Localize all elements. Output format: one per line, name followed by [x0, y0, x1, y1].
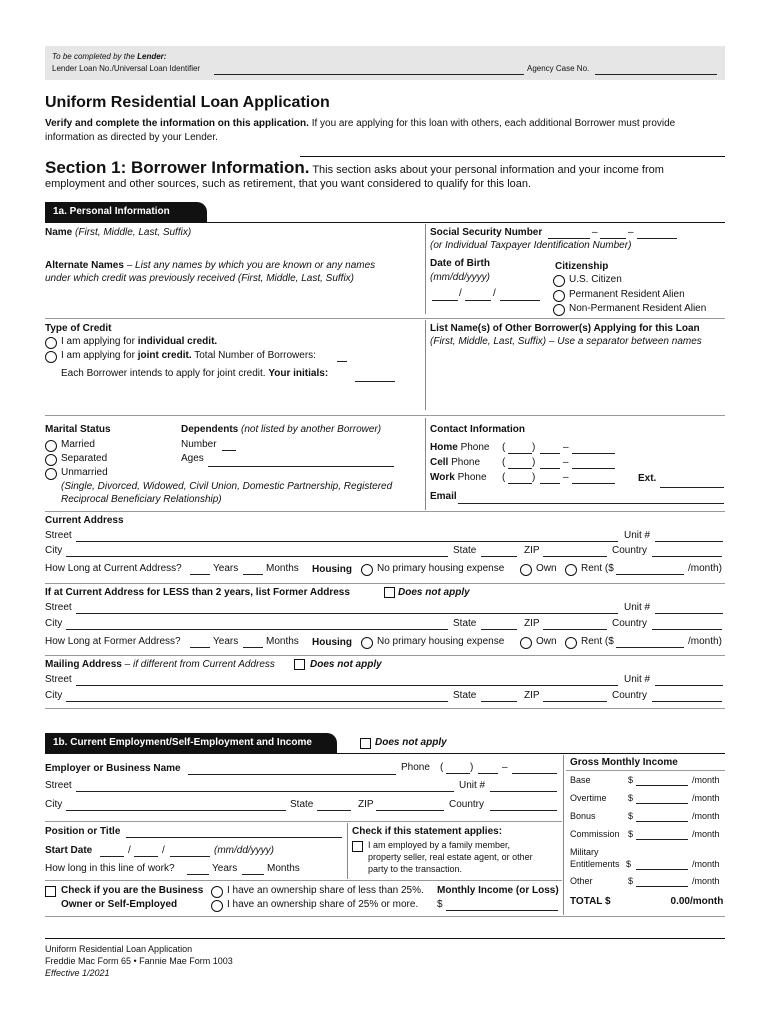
current-street-field[interactable] [76, 541, 618, 542]
income-row-suffix: /month [692, 775, 720, 785]
current-rent-radio[interactable] [565, 564, 577, 576]
income-row-field[interactable] [636, 785, 688, 786]
current-years-field[interactable] [190, 574, 210, 575]
current-country-field[interactable] [652, 556, 722, 557]
dependents-hint: (not listed by another Borrower) [238, 424, 382, 435]
section1b-rule [45, 753, 725, 754]
employer-street-field[interactable] [76, 791, 454, 792]
number-of-borrowers-field[interactable] [337, 361, 347, 362]
former-does-not-apply-label: Does not apply [398, 587, 470, 598]
current-rent-label: Rent ($ [581, 563, 614, 574]
section1-top-rule [300, 156, 725, 157]
former-years-label: Years [213, 636, 239, 647]
former-months-label: Months [266, 636, 299, 647]
section1a-row-sep5 [45, 655, 725, 656]
former-country-label: Country [612, 618, 648, 629]
income-row-label-2: Entitlements [570, 859, 620, 869]
ssn-label: Social Security Number [430, 227, 543, 238]
section1a-row-sep4 [45, 583, 725, 584]
citizenship-us-label: U.S. Citizen [569, 274, 622, 285]
monthly-income-loss-label: Monthly Income (or Loss) [437, 885, 559, 896]
mailing-street-field[interactable] [76, 685, 618, 686]
work-area-field[interactable] [508, 483, 532, 484]
former-own-label: Own [536, 636, 557, 647]
page-title: Uniform Residential Loan Application [45, 94, 330, 111]
former-street-label: Street [45, 602, 72, 613]
section1a-row-sep2 [45, 415, 725, 416]
ext-field[interactable] [660, 487, 724, 488]
lender-loan-id-label: Lender Loan No./Universal Loan Identifier [52, 64, 201, 73]
marital-status-label: Marital Status [45, 424, 111, 435]
employer-dash: – [502, 762, 508, 773]
current-address-label: Current Address [45, 515, 124, 526]
former-unit-label: Unit # [624, 602, 651, 613]
mailing-zip-label: ZIP [524, 690, 540, 701]
business-owner-checkbox[interactable] [45, 886, 56, 897]
individual-credit-pre: I am applying for [61, 336, 138, 347]
separated-radio[interactable] [45, 454, 57, 466]
individual-credit-label [61, 336, 217, 347]
income-row-dollar: $ [628, 811, 634, 821]
ownership-more-label: I have an ownership share of 25% or more. [227, 899, 419, 910]
mailing-address-label: Mailing Address [45, 659, 122, 670]
name-label: Name [45, 227, 73, 238]
mailing-country-label: Country [612, 690, 648, 701]
employer-state-label: State [290, 799, 314, 810]
citizenship-us-radio[interactable] [553, 275, 565, 287]
cell-prefix-field[interactable] [540, 468, 560, 469]
mailing-does-not-apply-label: Does not apply [310, 659, 382, 670]
footer-line-2: Freddie Mac Form 65 • Fannie Mae Form 1003 [45, 956, 233, 966]
employer-unit-label: Unit # [459, 780, 486, 791]
married-radio[interactable] [45, 440, 57, 452]
start-slash-1: / [128, 845, 131, 856]
statement-line-2: property seller, real estate agent, or other [368, 852, 533, 862]
mailing-state-label: State [453, 690, 477, 701]
ssn-field-1[interactable] [548, 238, 590, 239]
cell-paren-close: ) [532, 457, 536, 468]
current-state-field[interactable] [481, 556, 517, 557]
current-unit-label: Unit # [624, 530, 651, 541]
income-row-suffix: /month [692, 859, 720, 869]
former-years-field[interactable] [190, 647, 210, 648]
income-row-dollar: $ [628, 829, 634, 839]
credit-divider [425, 320, 426, 410]
cell-line-field[interactable] [572, 468, 615, 469]
dob-month-field[interactable] [432, 300, 458, 301]
joint-initials-label: Your initials: [268, 368, 329, 379]
employer-street-label: Street [45, 780, 72, 791]
dob-year-field[interactable] [500, 300, 540, 301]
ownership-less-radio[interactable] [211, 886, 223, 898]
former-no-housing-radio[interactable] [361, 637, 373, 649]
joint-credit-radio[interactable] [45, 351, 57, 363]
home-dash: – [563, 442, 569, 453]
income-row-label: Other [570, 876, 593, 886]
employment-does-not-apply-checkbox[interactable] [360, 738, 371, 749]
current-own-label: Own [536, 563, 557, 574]
employer-area-field[interactable] [446, 773, 470, 774]
work-phone-word: Phone [454, 472, 487, 483]
employer-country-field[interactable] [490, 810, 557, 811]
other-borrowers-label: List Name(s) of Other Borrower(s) Applying for this Loan [430, 323, 700, 334]
start-date-hint: (mm/dd/yyyy) [214, 845, 274, 856]
line-of-work-years-field[interactable] [187, 874, 209, 875]
income-row-suffix: /month [692, 811, 720, 821]
income-row-dollar: $ [626, 859, 632, 869]
current-months-label: Months [266, 563, 299, 574]
employer-row-sep [45, 821, 562, 822]
credit-type-label: Type of Credit [45, 323, 112, 334]
unmarried-radio[interactable] [45, 468, 57, 480]
current-city-field[interactable] [66, 556, 448, 557]
section1a-tab: 1a. Personal Information [45, 202, 207, 222]
position-field[interactable] [126, 837, 342, 838]
employer-line-field[interactable] [512, 773, 557, 774]
joint-credit-post: Total Number of Borrowers: [191, 350, 316, 361]
statement-divider [347, 823, 348, 879]
current-zip-field[interactable] [543, 556, 607, 557]
monthly-income-dollar: $ [437, 899, 443, 910]
mailing-street-label: Street [45, 674, 72, 685]
current-unit-field[interactable] [655, 541, 723, 542]
employer-state-field[interactable] [317, 810, 351, 811]
line-of-work-months-field[interactable] [242, 874, 264, 875]
dob-slash-1: / [459, 288, 462, 299]
ssn-dash-1: – [592, 227, 598, 238]
work-prefix-field[interactable] [540, 483, 560, 484]
employer-zip-field[interactable] [376, 810, 444, 811]
employer-label: Employer or Business Name [45, 763, 181, 774]
employer-city-field[interactable] [66, 810, 286, 811]
family-employed-checkbox[interactable] [352, 841, 363, 852]
ownership-more-radio[interactable] [211, 900, 223, 912]
employer-city-label: City [45, 799, 63, 810]
employer-phone-label: Phone [401, 762, 430, 773]
business-owner-line-1: Check if you are the Business [61, 885, 204, 896]
work-phone-label [430, 472, 487, 483]
dependents-ages-field[interactable] [208, 466, 394, 467]
income-row-field[interactable] [636, 869, 688, 870]
ssn-hint: (or Individual Taxpayer Identification Number) [430, 240, 632, 251]
former-rent-radio[interactable] [565, 637, 577, 649]
income-row-suffix: /month [692, 876, 720, 886]
section1b-bottom-rule [45, 916, 725, 917]
work-paren-open: ( [502, 472, 506, 483]
business-owner-line-2: Owner or Self-Employed [61, 899, 178, 910]
how-long-current-label: How Long at Current Address? [45, 563, 182, 574]
income-row-label: Commission [570, 829, 620, 839]
start-day-field[interactable] [134, 856, 158, 857]
employer-country-label: Country [449, 799, 485, 810]
cell-paren-open: ( [502, 457, 506, 468]
monthly-income-field[interactable] [446, 910, 558, 911]
alternate-names-hint: – List any names by which you are known or any names [123, 260, 376, 271]
income-row-field[interactable] [636, 821, 688, 822]
home-phone-word: Phone [457, 442, 490, 453]
former-no-housing-label: No primary housing expense [377, 636, 505, 647]
email-label: Email [430, 491, 457, 502]
former-zip-label: ZIP [524, 618, 540, 629]
income-panel-divider [563, 755, 564, 915]
dob-slash-2: / [493, 288, 496, 299]
income-row-label: Overtime [570, 793, 607, 803]
section1a-row-sep3 [45, 511, 725, 512]
former-state-field[interactable] [481, 629, 517, 630]
work-word: Work [430, 472, 455, 483]
citizenship-pra-label: Permanent Resident Alien [569, 289, 685, 300]
lender-loan-id-field[interactable] [214, 74, 524, 75]
how-long-former-label: How Long at Former Address? [45, 636, 181, 647]
section1b-tab: 1b. Current Employment/Self-Employment and Income [45, 733, 337, 753]
mailing-unit-field[interactable] [655, 685, 723, 686]
income-total-value: 0.00 [670, 896, 690, 907]
dob-hint: (mm/dd/yyyy) [430, 272, 490, 283]
gross-income-sep [566, 770, 725, 771]
income-row-dollar: $ [628, 793, 634, 803]
start-year-field[interactable] [170, 856, 210, 857]
intro-rest: If you are applying for this loan with others, each additional Borrower must provide [308, 118, 676, 129]
gross-income-label: Gross Monthly Income [570, 757, 678, 768]
mailing-city-field[interactable] [66, 701, 448, 702]
current-years-label: Years [213, 563, 239, 574]
home-word: Home [430, 442, 458, 453]
ssn-field-2[interactable] [600, 238, 626, 239]
joint-credit-bold: joint credit. [137, 350, 192, 361]
income-total-suffix: /month [690, 896, 724, 907]
ssn-field-3[interactable] [637, 238, 677, 239]
current-own-radio[interactable] [520, 564, 532, 576]
dob-day-field[interactable] [465, 300, 491, 301]
income-row-field[interactable] [636, 886, 688, 887]
current-zip-label: ZIP [524, 545, 540, 556]
line-of-work-years-label: Years [212, 863, 238, 874]
work-paren-close: ) [532, 472, 536, 483]
footer-line-1: Uniform Residential Loan Application [45, 944, 193, 954]
former-own-radio[interactable] [520, 637, 532, 649]
employment-does-not-apply-label: Does not apply [375, 737, 447, 748]
joint-intent-text: Each Borrower intends to apply for joint credit. [61, 368, 269, 379]
name-hint: (First, Middle, Last, Suffix) [72, 227, 192, 238]
individual-credit-radio[interactable] [45, 337, 57, 349]
position-label: Position or Title [45, 826, 121, 837]
former-city-field[interactable] [66, 629, 448, 630]
employer-paren-close: ) [470, 762, 474, 773]
agency-case-label: Agency Case No. [527, 64, 590, 73]
dependents-row [181, 424, 381, 435]
home-paren-open: ( [502, 442, 506, 453]
mailing-country-field[interactable] [652, 701, 722, 702]
mailing-address-hint: – if different from Current Address [121, 659, 275, 670]
former-unit-field[interactable] [655, 613, 723, 614]
dependents-number-label: Number [181, 439, 217, 450]
position-row-sep [45, 880, 562, 881]
citizenship-pra-radio[interactable] [553, 290, 565, 302]
separated-label: Separated [61, 453, 108, 464]
income-row-field[interactable] [636, 803, 688, 804]
section1a-row-sep [45, 318, 725, 319]
former-rent-per-month: /month) [688, 636, 722, 647]
contact-divider [425, 418, 426, 510]
income-row-dollar: $ [628, 876, 634, 886]
former-city-label: City [45, 618, 63, 629]
home-area-field[interactable] [508, 453, 532, 454]
citizenship-npra-radio[interactable] [553, 304, 565, 316]
employer-prefix-field[interactable] [478, 773, 498, 774]
name-label-row [45, 227, 191, 238]
ext-label: Ext. [638, 473, 657, 484]
footer-rule [45, 938, 725, 939]
current-state-label: State [453, 545, 477, 556]
dependents-number-field[interactable] [222, 450, 236, 451]
mailing-zip-field[interactable] [543, 701, 607, 702]
alternate-names-row [45, 260, 375, 271]
section1a-bottom-rule [45, 708, 725, 709]
individual-credit-bold: individual credit. [137, 336, 218, 347]
income-row-suffix: /month [692, 793, 720, 803]
start-month-field[interactable] [100, 856, 124, 857]
home-prefix-field[interactable] [540, 453, 560, 454]
current-city-label: City [45, 545, 63, 556]
cell-dash: – [563, 457, 569, 468]
ssn-dash-2: – [628, 227, 634, 238]
alternate-names-hint2: under which credit was previously received (First, Middle, Last, Suffix) [45, 273, 355, 284]
cell-word: Cell [430, 457, 449, 468]
email-field[interactable] [458, 503, 724, 504]
statement-line-3: party to the transaction. [368, 864, 463, 874]
former-does-not-apply-checkbox[interactable] [384, 587, 395, 598]
work-line-field[interactable] [572, 483, 615, 484]
income-row-field[interactable] [636, 839, 688, 840]
section1a-divider [425, 224, 426, 314]
mailing-address-row [45, 659, 275, 670]
dob-label: Date of Birth [430, 258, 490, 269]
former-state-label: State [453, 618, 477, 629]
income-total-label: TOTAL $ [570, 896, 611, 907]
dependents-label: Dependents [181, 424, 239, 435]
mailing-does-not-apply-checkbox[interactable] [294, 659, 305, 670]
citizenship-label: Citizenship [555, 261, 609, 272]
start-date-label: Start Date [45, 845, 93, 856]
current-months-field[interactable] [243, 574, 263, 575]
married-label: Married [61, 439, 95, 450]
former-country-field[interactable] [652, 629, 722, 630]
section1-desc-line2: employment and other sources, such as retirement, that you want considered to qualify for this loan. [45, 178, 532, 190]
contact-info-label: Contact Information [430, 424, 525, 435]
alternate-names-label: Alternate Names [45, 260, 124, 271]
current-country-label: Country [612, 545, 648, 556]
income-row-label: Military [570, 847, 599, 857]
joint-credit-label [61, 350, 316, 361]
former-months-field[interactable] [243, 647, 263, 648]
section1-heading: Section 1: Borrower Information. [45, 158, 310, 177]
mailing-city-label: City [45, 690, 63, 701]
former-rent-label: Rent ($ [581, 636, 614, 647]
former-address-label: If at Current Address for LESS than 2 years, list Former Address [45, 587, 350, 598]
check-statement-label: Check if this statement applies: [352, 826, 503, 837]
mailing-unit-label: Unit # [624, 674, 651, 685]
income-row-label: Base [570, 775, 591, 785]
lender-word: Lender: [137, 52, 167, 61]
current-street-label: Street [45, 530, 72, 541]
former-housing-label: Housing [312, 637, 352, 648]
mailing-state-field[interactable] [481, 701, 517, 702]
intro-line2: information as directed by your Lender. [45, 132, 218, 143]
income-row-suffix: /month [692, 829, 720, 839]
current-housing-label: Housing [312, 564, 352, 575]
how-long-line-label: How long in this line of work? [45, 863, 175, 874]
unmarried-hint-1: (Single, Divorced, Widowed, Civil Union, Domestic Partnership, Registered [61, 481, 393, 492]
section1a-rule [45, 222, 725, 223]
cell-phone-word: Phone [448, 457, 481, 468]
home-line-field[interactable] [572, 453, 615, 454]
current-no-housing-radio[interactable] [361, 564, 373, 576]
employer-paren-open: ( [440, 762, 444, 773]
completed-by-label: To be completed by the [52, 52, 135, 61]
current-rent-per-month: /month) [688, 563, 722, 574]
intro-text [45, 118, 675, 129]
ownership-less-label: I have an ownership share of less than 25%. [227, 885, 424, 896]
dependents-ages-label: Ages [181, 453, 204, 464]
joint-initials-field[interactable] [355, 381, 395, 382]
agency-case-field[interactable] [595, 74, 717, 75]
citizenship-npra-label: Non-Permanent Resident Alien [569, 303, 707, 314]
employer-zip-label: ZIP [358, 799, 374, 810]
former-zip-field[interactable] [543, 629, 607, 630]
work-dash: – [563, 472, 569, 483]
current-rent-field[interactable] [616, 574, 684, 575]
start-slash-2: / [162, 845, 165, 856]
statement-line-1: I am employed by a family member, [368, 840, 511, 850]
income-row-label: Bonus [570, 811, 596, 821]
joint-intent-row [61, 368, 328, 379]
income-row-dollar: $ [628, 775, 634, 785]
employer-unit-field[interactable] [490, 791, 557, 792]
completed-by-text [52, 52, 166, 61]
former-street-field[interactable] [76, 613, 618, 614]
joint-credit-pre: I am applying for [61, 350, 138, 361]
cell-phone-label [430, 457, 480, 468]
other-borrowers-hint: (First, Middle, Last, Suffix) – Use a separator between names [430, 336, 702, 347]
cell-area-field[interactable] [508, 468, 532, 469]
home-paren-close: ) [532, 442, 536, 453]
former-rent-field[interactable] [616, 647, 684, 648]
employer-field[interactable] [188, 774, 396, 775]
current-no-housing-label: No primary housing expense [377, 563, 505, 574]
line-of-work-months-label: Months [267, 863, 300, 874]
unmarried-hint-2: Reciprocal Beneficiary Relationship) [61, 494, 222, 505]
intro-bold: Verify and complete the information on this application. [45, 118, 309, 129]
footer-line-3: Effective 1/2021 [45, 968, 110, 978]
unmarried-label: Unmarried [61, 467, 108, 478]
section1-desc: This section asks about your personal information and your income from [309, 164, 664, 176]
home-phone-label [430, 442, 490, 453]
section1-heading-line [45, 158, 664, 178]
